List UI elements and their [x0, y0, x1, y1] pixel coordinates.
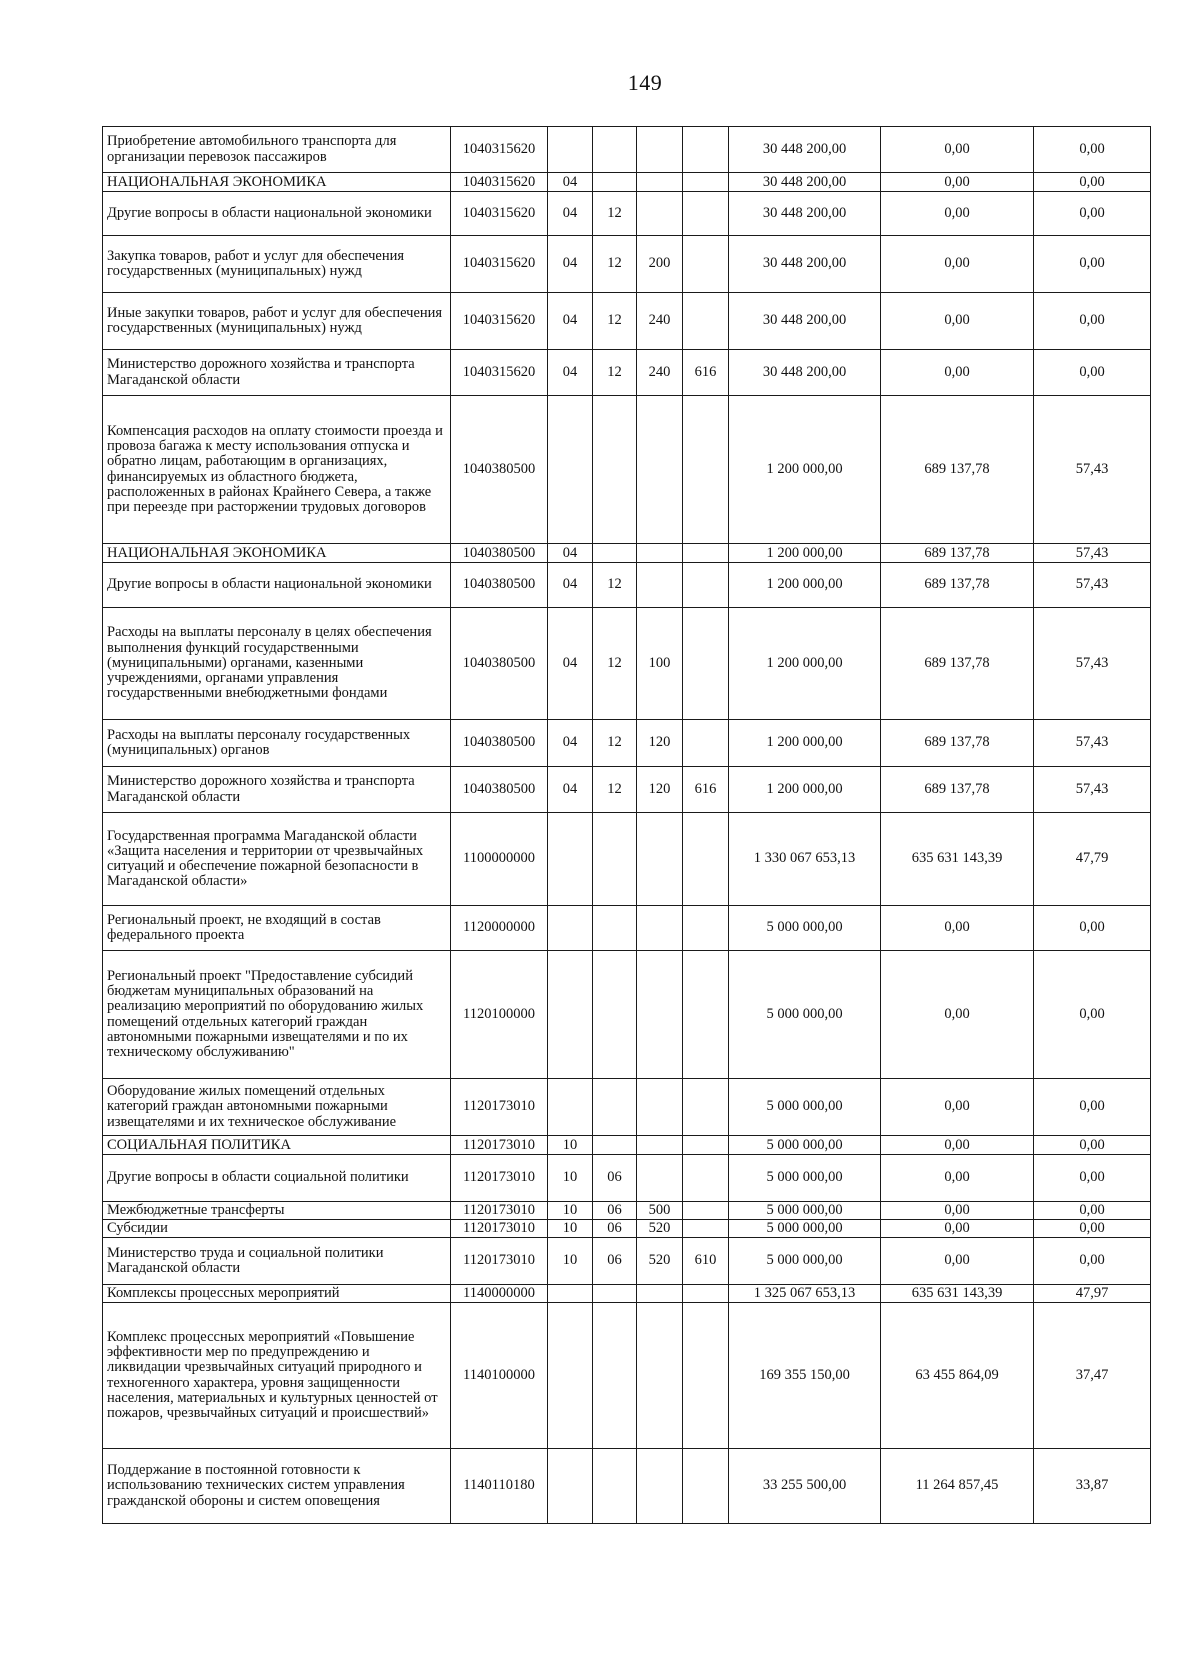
- percent-cell: 0,00: [1034, 1238, 1151, 1285]
- expense-type-cell: [637, 813, 683, 906]
- section-cell: 04: [548, 293, 593, 350]
- executed-amount-cell: 689 137,78: [881, 396, 1034, 544]
- percent-cell: 0,00: [1034, 173, 1151, 192]
- section-cell: [548, 396, 593, 544]
- percent-cell: 0,00: [1034, 1220, 1151, 1238]
- table-row: [103, 563, 1151, 608]
- subsection-cell: 12: [593, 608, 637, 720]
- administrator-cell: [683, 1285, 729, 1303]
- row-name-cell: Другие вопросы в области национальной экономики: [103, 563, 451, 608]
- executed-amount-cell: 0,00: [881, 293, 1034, 350]
- row-name-cell: Закупка товаров, работ и услуг для обеспечения государственных (муниципальных) нужд: [103, 236, 451, 293]
- planned-amount-cell: 5 000 000,00: [729, 951, 881, 1079]
- planned-amount-cell: 169 355 150,00: [729, 1303, 881, 1449]
- table-row: [103, 608, 1151, 720]
- executed-amount-cell: 689 137,78: [881, 720, 1034, 767]
- table-row: [103, 192, 1151, 236]
- row-name-cell: СОЦИАЛЬНАЯ ПОЛИТИКА: [103, 1136, 451, 1155]
- percent-cell: 0,00: [1034, 192, 1151, 236]
- subsection-cell: 06: [593, 1220, 637, 1238]
- planned-amount-cell: 1 200 000,00: [729, 396, 881, 544]
- executed-amount-cell: 11 264 857,45: [881, 1449, 1034, 1524]
- executed-amount-cell: 0,00: [881, 1220, 1034, 1238]
- percent-cell: 57,43: [1034, 544, 1151, 563]
- executed-amount-cell: 0,00: [881, 236, 1034, 293]
- section-cell: 10: [548, 1238, 593, 1285]
- target-code-cell: 1120173010: [451, 1202, 548, 1220]
- row-name-cell: Государственная программа Магаданской области «Защита населения и территории от чрезвычайных ситуаций и обеспечение пожарной безопасности в Магаданской области»: [103, 813, 451, 906]
- expense-type-cell: [637, 396, 683, 544]
- section-cell: 10: [548, 1136, 593, 1155]
- executed-amount-cell: 0,00: [881, 1079, 1034, 1136]
- expense-type-cell: 200: [637, 236, 683, 293]
- table-row: [103, 1285, 1151, 1303]
- administrator-cell: [683, 192, 729, 236]
- section-cell: 04: [548, 563, 593, 608]
- expense-type-cell: [637, 1303, 683, 1449]
- table-row: [103, 127, 1151, 173]
- subsection-cell: 12: [593, 767, 637, 813]
- administrator-cell: [683, 813, 729, 906]
- executed-amount-cell: 0,00: [881, 906, 1034, 951]
- row-name-cell: Региональный проект "Предоставление субсидий бюджетам муниципальных образований на реализацию мероприятий по оборудованию жилых помещений отдельных категорий граждан автономными пожарными извещателями и по их техническому обслуживанию": [103, 951, 451, 1079]
- section-cell: 04: [548, 192, 593, 236]
- table-row: [103, 1303, 1151, 1449]
- expense-type-cell: [637, 192, 683, 236]
- planned-amount-cell: 5 000 000,00: [729, 1079, 881, 1136]
- target-code-cell: 1040380500: [451, 544, 548, 563]
- administrator-cell: 616: [683, 767, 729, 813]
- planned-amount-cell: 1 200 000,00: [729, 608, 881, 720]
- section-cell: 04: [548, 544, 593, 563]
- table-row: [103, 813, 1151, 906]
- administrator-cell: [683, 720, 729, 767]
- table-row: [103, 1155, 1151, 1202]
- section-cell: 04: [548, 173, 593, 192]
- planned-amount-cell: 5 000 000,00: [729, 906, 881, 951]
- planned-amount-cell: 1 200 000,00: [729, 544, 881, 563]
- subsection-cell: 12: [593, 293, 637, 350]
- table-row: [103, 173, 1151, 192]
- table-row: [103, 720, 1151, 767]
- administrator-cell: [683, 173, 729, 192]
- subsection-cell: [593, 1449, 637, 1524]
- section-cell: 04: [548, 236, 593, 293]
- administrator-cell: [683, 906, 729, 951]
- target-code-cell: 1120173010: [451, 1220, 548, 1238]
- executed-amount-cell: 0,00: [881, 350, 1034, 396]
- target-code-cell: 1040380500: [451, 720, 548, 767]
- expense-type-cell: [637, 1449, 683, 1524]
- administrator-cell: [683, 1079, 729, 1136]
- executed-amount-cell: 0,00: [881, 1136, 1034, 1155]
- target-code-cell: 1120000000: [451, 906, 548, 951]
- row-name-cell: Расходы на выплаты персоналу государственных (муниципальных) органов: [103, 720, 451, 767]
- percent-cell: 0,00: [1034, 350, 1151, 396]
- planned-amount-cell: 30 448 200,00: [729, 236, 881, 293]
- planned-amount-cell: 1 200 000,00: [729, 720, 881, 767]
- percent-cell: 0,00: [1034, 236, 1151, 293]
- percent-cell: 37,47: [1034, 1303, 1151, 1449]
- executed-amount-cell: 689 137,78: [881, 544, 1034, 563]
- percent-cell: 57,43: [1034, 608, 1151, 720]
- row-name-cell: Другие вопросы в области социальной политики: [103, 1155, 451, 1202]
- percent-cell: 0,00: [1034, 906, 1151, 951]
- expense-type-cell: 520: [637, 1238, 683, 1285]
- expense-type-cell: [637, 173, 683, 192]
- target-code-cell: 1040380500: [451, 767, 548, 813]
- table-row: [103, 1449, 1151, 1524]
- row-name-cell: Компенсация расходов на оплату стоимости проезда и провоза багажа к месту использования отпуска и обратно лицам, работающим в организациях, финансируемых из областного бюджета, расположенных в районах Крайнего Севера, а также при переезде при расторжении трудовых договоров: [103, 396, 451, 544]
- row-name-cell: Другие вопросы в области национальной экономики: [103, 192, 451, 236]
- executed-amount-cell: 0,00: [881, 951, 1034, 1079]
- subsection-cell: 12: [593, 350, 637, 396]
- percent-cell: 0,00: [1034, 1202, 1151, 1220]
- target-code-cell: 1120173010: [451, 1136, 548, 1155]
- table-row: [103, 293, 1151, 350]
- planned-amount-cell: 33 255 500,00: [729, 1449, 881, 1524]
- section-cell: [548, 1079, 593, 1136]
- section-cell: [548, 813, 593, 906]
- table-row: [103, 544, 1151, 563]
- expense-type-cell: [637, 544, 683, 563]
- row-name-cell: Субсидии: [103, 1220, 451, 1238]
- subsection-cell: [593, 396, 637, 544]
- percent-cell: 57,43: [1034, 720, 1151, 767]
- subsection-cell: [593, 951, 637, 1079]
- expense-type-cell: 120: [637, 767, 683, 813]
- table-row: [103, 1202, 1151, 1220]
- section-cell: 04: [548, 767, 593, 813]
- section-cell: 10: [548, 1220, 593, 1238]
- target-code-cell: 1100000000: [451, 813, 548, 906]
- expense-type-cell: [637, 1079, 683, 1136]
- executed-amount-cell: 689 137,78: [881, 608, 1034, 720]
- administrator-cell: [683, 1202, 729, 1220]
- target-code-cell: 1120173010: [451, 1238, 548, 1285]
- target-code-cell: 1040315620: [451, 350, 548, 396]
- target-code-cell: 1040315620: [451, 293, 548, 350]
- row-name-cell: НАЦИОНАЛЬНАЯ ЭКОНОМИКА: [103, 544, 451, 563]
- expense-type-cell: [637, 1136, 683, 1155]
- row-name-cell: Региональный проект, не входящий в состав федерального проекта: [103, 906, 451, 951]
- row-name-cell: НАЦИОНАЛЬНАЯ ЭКОНОМИКА: [103, 173, 451, 192]
- row-name-cell: Министерство дорожного хозяйства и транспорта Магаданской области: [103, 350, 451, 396]
- target-code-cell: 1040315620: [451, 127, 548, 173]
- administrator-cell: [683, 1449, 729, 1524]
- expense-type-cell: 240: [637, 293, 683, 350]
- administrator-cell: [683, 1155, 729, 1202]
- table-row: [103, 767, 1151, 813]
- table-row: [103, 1238, 1151, 1285]
- subsection-cell: 12: [593, 192, 637, 236]
- table-row: [103, 1136, 1151, 1155]
- subsection-cell: [593, 1079, 637, 1136]
- administrator-cell: [683, 127, 729, 173]
- percent-cell: 0,00: [1034, 1155, 1151, 1202]
- table-row: [103, 396, 1151, 544]
- row-name-cell: Поддержание в постоянной готовности к использованию технических систем управления гражданской обороны и систем оповещения: [103, 1449, 451, 1524]
- administrator-cell: [683, 608, 729, 720]
- expense-type-cell: 240: [637, 350, 683, 396]
- planned-amount-cell: 5 000 000,00: [729, 1220, 881, 1238]
- section-cell: [548, 951, 593, 1079]
- target-code-cell: 1040315620: [451, 173, 548, 192]
- row-name-cell: Министерство дорожного хозяйства и транспорта Магаданской области: [103, 767, 451, 813]
- section-cell: [548, 906, 593, 951]
- administrator-cell: [683, 1303, 729, 1449]
- planned-amount-cell: 30 448 200,00: [729, 293, 881, 350]
- expense-type-cell: [637, 1285, 683, 1303]
- planned-amount-cell: 30 448 200,00: [729, 192, 881, 236]
- subsection-cell: [593, 1136, 637, 1155]
- subsection-cell: [593, 906, 637, 951]
- administrator-cell: [683, 563, 729, 608]
- subsection-cell: [593, 127, 637, 173]
- planned-amount-cell: 1 325 067 653,13: [729, 1285, 881, 1303]
- administrator-cell: 616: [683, 350, 729, 396]
- row-name-cell: Приобретение автомобильного транспорта для организации перевозок пассажиров: [103, 127, 451, 173]
- administrator-cell: 610: [683, 1238, 729, 1285]
- section-cell: 04: [548, 720, 593, 767]
- percent-cell: 0,00: [1034, 1079, 1151, 1136]
- percent-cell: 57,43: [1034, 767, 1151, 813]
- table-row: [103, 1220, 1151, 1238]
- administrator-cell: [683, 951, 729, 1079]
- expense-type-cell: 100: [637, 608, 683, 720]
- subsection-cell: [593, 544, 637, 563]
- expense-type-cell: [637, 1155, 683, 1202]
- subsection-cell: 12: [593, 720, 637, 767]
- expense-type-cell: [637, 127, 683, 173]
- section-cell: [548, 1449, 593, 1524]
- table-body: [103, 127, 1151, 1524]
- executed-amount-cell: 0,00: [881, 1155, 1034, 1202]
- table-row: [103, 906, 1151, 951]
- subsection-cell: 12: [593, 563, 637, 608]
- administrator-cell: [683, 544, 729, 563]
- planned-amount-cell: 5 000 000,00: [729, 1202, 881, 1220]
- planned-amount-cell: 1 200 000,00: [729, 563, 881, 608]
- executed-amount-cell: 0,00: [881, 173, 1034, 192]
- subsection-cell: 06: [593, 1155, 637, 1202]
- page-number: 149: [627, 70, 663, 95]
- subsection-cell: [593, 813, 637, 906]
- target-code-cell: 1040315620: [451, 192, 548, 236]
- percent-cell: 0,00: [1034, 127, 1151, 173]
- row-name-cell: Межбюджетные трансферты: [103, 1202, 451, 1220]
- planned-amount-cell: 30 448 200,00: [729, 173, 881, 192]
- subsection-cell: 06: [593, 1238, 637, 1285]
- row-name-cell: Комплексы процессных мероприятий: [103, 1285, 451, 1303]
- administrator-cell: [683, 236, 729, 293]
- administrator-cell: [683, 396, 729, 544]
- percent-cell: 57,43: [1034, 563, 1151, 608]
- budget-table: [102, 126, 1151, 1524]
- target-code-cell: 1140100000: [451, 1303, 548, 1449]
- table-row: [103, 951, 1151, 1079]
- executed-amount-cell: 689 137,78: [881, 563, 1034, 608]
- planned-amount-cell: 30 448 200,00: [729, 127, 881, 173]
- section-cell: [548, 127, 593, 173]
- subsection-cell: [593, 1285, 637, 1303]
- executed-amount-cell: 635 631 143,39: [881, 1285, 1034, 1303]
- percent-cell: 0,00: [1034, 951, 1151, 1079]
- executed-amount-cell: 689 137,78: [881, 767, 1034, 813]
- row-name-cell: Оборудование жилых помещений отдельных категорий граждан автономными пожарными извещателями и их техническое обслуживание: [103, 1079, 451, 1136]
- table-row: [103, 236, 1151, 293]
- planned-amount-cell: 1 200 000,00: [729, 767, 881, 813]
- section-cell: [548, 1285, 593, 1303]
- row-name-cell: Расходы на выплаты персоналу в целях обеспечения выполнения функций государственными (муниципальными) органами, казенными учреждениями, органами управления государственными внебюджетными фондами: [103, 608, 451, 720]
- executed-amount-cell: 0,00: [881, 1202, 1034, 1220]
- executed-amount-cell: 0,00: [881, 1238, 1034, 1285]
- expense-type-cell: 120: [637, 720, 683, 767]
- administrator-cell: [683, 293, 729, 350]
- row-name-cell: Министерство труда и социальной политики Магаданской области: [103, 1238, 451, 1285]
- target-code-cell: 1120173010: [451, 1079, 548, 1136]
- executed-amount-cell: 635 631 143,39: [881, 813, 1034, 906]
- expense-type-cell: [637, 951, 683, 1079]
- planned-amount-cell: 30 448 200,00: [729, 350, 881, 396]
- planned-amount-cell: 5 000 000,00: [729, 1238, 881, 1285]
- target-code-cell: 1040380500: [451, 608, 548, 720]
- executed-amount-cell: 0,00: [881, 192, 1034, 236]
- percent-cell: 57,43: [1034, 396, 1151, 544]
- row-name-cell: Иные закупки товаров, работ и услуг для обеспечения государственных (муниципальных) нужд: [103, 293, 451, 350]
- executed-amount-cell: 0,00: [881, 127, 1034, 173]
- target-code-cell: 1040315620: [451, 236, 548, 293]
- expense-type-cell: 520: [637, 1220, 683, 1238]
- target-code-cell: 1120100000: [451, 951, 548, 1079]
- subsection-cell: [593, 1303, 637, 1449]
- target-code-cell: 1040380500: [451, 396, 548, 544]
- expense-type-cell: 500: [637, 1202, 683, 1220]
- row-name-cell: Комплекс процессных мероприятий «Повышение эффективности мер по предупреждению и ликвидации чрезвычайных ситуаций природного и техногенного характера, уровня защищенности населения, материальных и культурных ценностей от пожаров, чрезвычайных ситуаций и происшествий»: [103, 1303, 451, 1449]
- table-row: [103, 1079, 1151, 1136]
- section-cell: 10: [548, 1155, 593, 1202]
- planned-amount-cell: 5 000 000,00: [729, 1155, 881, 1202]
- section-cell: 04: [548, 350, 593, 396]
- expense-type-cell: [637, 906, 683, 951]
- percent-cell: 47,97: [1034, 1285, 1151, 1303]
- section-cell: [548, 1303, 593, 1449]
- target-code-cell: 1040380500: [451, 563, 548, 608]
- section-cell: 10: [548, 1202, 593, 1220]
- administrator-cell: [683, 1220, 729, 1238]
- planned-amount-cell: 5 000 000,00: [729, 1136, 881, 1155]
- target-code-cell: 1140000000: [451, 1285, 548, 1303]
- table-row: [103, 350, 1151, 396]
- section-cell: 04: [548, 608, 593, 720]
- expense-type-cell: [637, 563, 683, 608]
- percent-cell: 47,79: [1034, 813, 1151, 906]
- percent-cell: 0,00: [1034, 293, 1151, 350]
- subsection-cell: 06: [593, 1202, 637, 1220]
- planned-amount-cell: 1 330 067 653,13: [729, 813, 881, 906]
- executed-amount-cell: 63 455 864,09: [881, 1303, 1034, 1449]
- percent-cell: 0,00: [1034, 1136, 1151, 1155]
- percent-cell: 33,87: [1034, 1449, 1151, 1524]
- target-code-cell: 1140110180: [451, 1449, 548, 1524]
- target-code-cell: 1120173010: [451, 1155, 548, 1202]
- administrator-cell: [683, 1136, 729, 1155]
- subsection-cell: [593, 173, 637, 192]
- subsection-cell: 12: [593, 236, 637, 293]
